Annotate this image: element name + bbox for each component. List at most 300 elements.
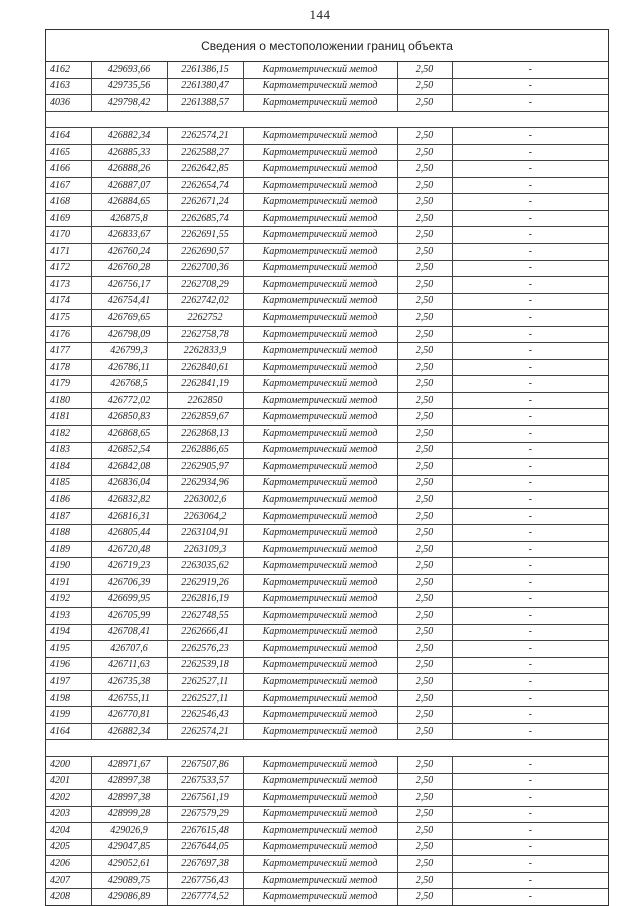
table-row bbox=[46, 756, 608, 773]
x-coordinate-cell: 426719,23 bbox=[91, 558, 167, 575]
accuracy-cell: 2,50 bbox=[397, 839, 452, 856]
accuracy-cell: 2,50 bbox=[397, 690, 452, 707]
method-cell: Картометрический метод bbox=[243, 558, 397, 575]
method-cell: Картометрический метод bbox=[243, 624, 397, 641]
point-number-cell: 4163 bbox=[46, 78, 91, 95]
table-row bbox=[46, 624, 608, 641]
point-number-cell: 4177 bbox=[46, 343, 91, 360]
description-cell: - bbox=[452, 872, 608, 889]
accuracy-cell: 2,50 bbox=[397, 326, 452, 343]
method-cell: Картометрический метод bbox=[243, 426, 397, 443]
y-coordinate-cell: 2267774,52 bbox=[167, 889, 243, 905]
table-row bbox=[46, 872, 608, 889]
x-coordinate-cell: 426755,11 bbox=[91, 690, 167, 707]
table-row bbox=[46, 78, 608, 95]
accuracy-cell: 2,50 bbox=[397, 144, 452, 161]
y-coordinate-cell: 2262905,97 bbox=[167, 459, 243, 476]
table-row bbox=[46, 293, 608, 310]
method-cell: Картометрический метод bbox=[243, 144, 397, 161]
table-row bbox=[46, 161, 608, 178]
accuracy-cell: 2,50 bbox=[397, 194, 452, 211]
table-row bbox=[46, 343, 608, 360]
table-row bbox=[46, 508, 608, 525]
point-number-cell: 4178 bbox=[46, 359, 91, 376]
y-coordinate-cell: 2262708,29 bbox=[167, 277, 243, 294]
table-row bbox=[46, 459, 608, 476]
y-coordinate-cell: 2262859,67 bbox=[167, 409, 243, 426]
accuracy-cell: 2,50 bbox=[397, 62, 452, 78]
accuracy-cell: 2,50 bbox=[397, 806, 452, 823]
group-separator-row bbox=[46, 740, 608, 757]
method-cell: Картометрический метод bbox=[243, 608, 397, 625]
description-cell: - bbox=[452, 392, 608, 409]
accuracy-cell: 2,50 bbox=[397, 409, 452, 426]
y-coordinate-cell: 2262700,36 bbox=[167, 260, 243, 277]
description-cell: - bbox=[452, 161, 608, 178]
method-cell: Картометрический метод bbox=[243, 823, 397, 840]
method-cell: Картометрический метод bbox=[243, 690, 397, 707]
description-cell: - bbox=[452, 343, 608, 360]
y-coordinate-cell: 2262576,23 bbox=[167, 641, 243, 658]
accuracy-cell: 2,50 bbox=[397, 508, 452, 525]
x-coordinate-cell: 426760,28 bbox=[91, 260, 167, 277]
page-number: 144 bbox=[309, 7, 331, 22]
description-cell: - bbox=[452, 608, 608, 625]
method-cell: Картометрический метод bbox=[243, 459, 397, 476]
accuracy-cell: 2,50 bbox=[397, 790, 452, 807]
accuracy-cell: 2,50 bbox=[397, 244, 452, 261]
point-number-cell: 4182 bbox=[46, 426, 91, 443]
x-coordinate-cell: 426884,65 bbox=[91, 194, 167, 211]
y-coordinate-cell: 2262748,55 bbox=[167, 608, 243, 625]
x-coordinate-cell: 426832,82 bbox=[91, 492, 167, 509]
table-row bbox=[46, 277, 608, 294]
method-cell: Картометрический метод bbox=[243, 541, 397, 558]
x-coordinate-cell: 429052,61 bbox=[91, 856, 167, 873]
y-coordinate-cell: 2262868,13 bbox=[167, 426, 243, 443]
method-cell: Картометрический метод bbox=[243, 409, 397, 426]
point-number-cell: 4170 bbox=[46, 227, 91, 244]
method-cell: Картометрический метод bbox=[243, 492, 397, 509]
table-row bbox=[46, 244, 608, 261]
x-coordinate-cell: 426786,11 bbox=[91, 359, 167, 376]
method-cell: Картометрический метод bbox=[243, 310, 397, 327]
method-cell: Картометрический метод bbox=[243, 723, 397, 740]
table-row bbox=[46, 558, 608, 575]
y-coordinate-cell: 2262919,26 bbox=[167, 574, 243, 591]
point-number-cell: 4175 bbox=[46, 310, 91, 327]
accuracy-cell: 2,50 bbox=[397, 756, 452, 773]
point-number-cell: 4167 bbox=[46, 177, 91, 194]
point-number-cell: 4204 bbox=[46, 823, 91, 840]
description-cell: - bbox=[452, 210, 608, 227]
x-coordinate-cell: 426882,34 bbox=[91, 723, 167, 740]
group-separator-row bbox=[46, 111, 608, 128]
y-coordinate-cell: 2262758,78 bbox=[167, 326, 243, 343]
table-row bbox=[46, 574, 608, 591]
accuracy-cell: 2,50 bbox=[397, 823, 452, 840]
description-cell: - bbox=[452, 459, 608, 476]
point-number-cell: 4190 bbox=[46, 558, 91, 575]
point-number-cell: 4197 bbox=[46, 674, 91, 691]
point-number-cell: 4184 bbox=[46, 459, 91, 476]
table-row bbox=[46, 392, 608, 409]
y-coordinate-cell: 2262671,24 bbox=[167, 194, 243, 211]
point-number-cell: 4185 bbox=[46, 475, 91, 492]
description-cell: - bbox=[452, 194, 608, 211]
x-coordinate-cell: 426836,04 bbox=[91, 475, 167, 492]
x-coordinate-cell: 426882,34 bbox=[91, 128, 167, 145]
point-number-cell: 4206 bbox=[46, 856, 91, 873]
table-row bbox=[46, 525, 608, 542]
sheet-title: Сведения о местоположении границ объекта bbox=[46, 29, 608, 62]
y-coordinate-cell: 2262934,96 bbox=[167, 475, 243, 492]
method-cell: Картометрический метод bbox=[243, 442, 397, 459]
description-cell: - bbox=[452, 674, 608, 691]
point-number-cell: 4188 bbox=[46, 525, 91, 542]
accuracy-cell: 2,50 bbox=[397, 624, 452, 641]
y-coordinate-cell: 2262691,55 bbox=[167, 227, 243, 244]
method-cell: Картометрический метод bbox=[243, 343, 397, 360]
accuracy-cell: 2,50 bbox=[397, 541, 452, 558]
accuracy-cell: 2,50 bbox=[397, 641, 452, 658]
table-row bbox=[46, 707, 608, 724]
accuracy-cell: 2,50 bbox=[397, 210, 452, 227]
y-coordinate-cell: 2267615,48 bbox=[167, 823, 243, 840]
method-cell: Картометрический метод bbox=[243, 525, 397, 542]
description-cell: - bbox=[452, 376, 608, 393]
x-coordinate-cell: 428971,67 bbox=[91, 756, 167, 773]
point-number-cell: 4181 bbox=[46, 409, 91, 426]
method-cell: Картометрический метод bbox=[243, 376, 397, 393]
group-separator-cell bbox=[46, 111, 608, 128]
x-coordinate-cell: 426735,38 bbox=[91, 674, 167, 691]
accuracy-cell: 2,50 bbox=[397, 161, 452, 178]
x-coordinate-cell: 429026,9 bbox=[91, 823, 167, 840]
point-number-cell: 4036 bbox=[46, 95, 91, 112]
y-coordinate-cell: 2262574,21 bbox=[167, 723, 243, 740]
method-cell: Картометрический метод bbox=[243, 872, 397, 889]
accuracy-cell: 2,50 bbox=[397, 525, 452, 542]
y-coordinate-cell: 2267579,29 bbox=[167, 806, 243, 823]
description-cell: - bbox=[452, 723, 608, 740]
point-number-cell: 4176 bbox=[46, 326, 91, 343]
description-cell: - bbox=[528, 891, 532, 903]
y-coordinate-cell: 2262588,27 bbox=[167, 144, 243, 161]
coordinates-sheet bbox=[45, 29, 609, 906]
description-cell: - bbox=[452, 128, 608, 145]
y-coordinate-cell: 2267533,57 bbox=[167, 773, 243, 790]
method-cell: Картометрический метод bbox=[243, 62, 397, 78]
method-cell: Картометрический метод bbox=[243, 277, 397, 294]
x-coordinate-cell: 426816,31 bbox=[91, 508, 167, 525]
y-coordinate-cell: 2262642,85 bbox=[167, 161, 243, 178]
y-coordinate-cell: 2262840,61 bbox=[167, 359, 243, 376]
table-row bbox=[46, 773, 608, 790]
accuracy-cell: 2,50 bbox=[397, 707, 452, 724]
accuracy-cell: 2,50 bbox=[397, 459, 452, 476]
y-coordinate-cell: 2262654,74 bbox=[167, 177, 243, 194]
method-cell: Картометрический метод bbox=[243, 574, 397, 591]
description-cell: - bbox=[452, 95, 608, 112]
point-number-cell: 4192 bbox=[46, 591, 91, 608]
y-coordinate-cell: 2267507,86 bbox=[167, 756, 243, 773]
method-cell: Картометрический метод bbox=[243, 359, 397, 376]
table-row bbox=[46, 260, 608, 277]
accuracy-cell: 2,50 bbox=[397, 310, 452, 327]
description-cell: - bbox=[452, 177, 608, 194]
y-coordinate-cell: 2263104,91 bbox=[167, 525, 243, 542]
method-cell: Картометрический метод bbox=[243, 674, 397, 691]
x-coordinate-cell: 426875,8 bbox=[91, 210, 167, 227]
point-number-cell: 4169 bbox=[46, 210, 91, 227]
description-cell: - bbox=[452, 790, 608, 807]
accuracy-cell: 2,50 bbox=[397, 260, 452, 277]
method-cell: Картометрический метод bbox=[243, 161, 397, 178]
method-cell: Картометрический метод bbox=[243, 707, 397, 724]
y-coordinate-cell: 2263035,62 bbox=[167, 558, 243, 575]
point-number-cell: 4202 bbox=[46, 790, 91, 807]
coordinates-table-body bbox=[46, 62, 608, 905]
table-row bbox=[46, 62, 608, 78]
y-coordinate-cell: 2262527,11 bbox=[167, 690, 243, 707]
table-row bbox=[46, 227, 608, 244]
description-cell: - bbox=[452, 62, 608, 78]
description-cell: - bbox=[452, 641, 608, 658]
point-number-cell: 4194 bbox=[46, 624, 91, 641]
table-row bbox=[46, 409, 608, 426]
point-number-cell: 4166 bbox=[46, 161, 91, 178]
table-row bbox=[46, 128, 608, 145]
y-coordinate-cell: 2261388,57 bbox=[167, 95, 243, 112]
table-row bbox=[46, 541, 608, 558]
x-coordinate-cell: 426772,02 bbox=[91, 392, 167, 409]
accuracy-cell: 2,50 bbox=[397, 442, 452, 459]
description-cell: - bbox=[452, 773, 608, 790]
accuracy-cell: 2,50 bbox=[397, 591, 452, 608]
point-number-cell: 4205 bbox=[46, 839, 91, 856]
point-number-cell: 4207 bbox=[46, 872, 91, 889]
table-row bbox=[46, 723, 608, 740]
x-coordinate-cell: 428999,28 bbox=[91, 806, 167, 823]
y-coordinate-cell: 2263109,3 bbox=[167, 541, 243, 558]
y-coordinate-cell: 2262527,11 bbox=[167, 674, 243, 691]
method-cell: Картометрический метод bbox=[243, 293, 397, 310]
table-row bbox=[46, 823, 608, 840]
x-coordinate-cell: 426805,44 bbox=[91, 525, 167, 542]
accuracy-cell: 2,50 bbox=[397, 177, 452, 194]
accuracy-cell: 2,50 bbox=[397, 293, 452, 310]
description-cell: - bbox=[452, 310, 608, 327]
y-coordinate-cell: 2262742,02 bbox=[167, 293, 243, 310]
method-cell: Картометрический метод bbox=[243, 790, 397, 807]
table-row bbox=[46, 95, 608, 112]
point-number-cell: 4186 bbox=[46, 492, 91, 509]
point-number-cell: 4165 bbox=[46, 144, 91, 161]
x-coordinate-cell: 426833,67 bbox=[91, 227, 167, 244]
point-number-cell: 4162 bbox=[46, 62, 91, 78]
description-cell: - bbox=[452, 558, 608, 575]
description-cell: - bbox=[452, 525, 608, 542]
y-coordinate-cell: 2267561,19 bbox=[167, 790, 243, 807]
x-coordinate-cell: 426842,08 bbox=[91, 459, 167, 476]
table-row bbox=[46, 442, 608, 459]
accuracy-cell: 2,50 bbox=[397, 558, 452, 575]
table-row bbox=[46, 657, 608, 674]
point-number-cell: 4172 bbox=[46, 260, 91, 277]
x-coordinate-cell: 426770,81 bbox=[91, 707, 167, 724]
method-cell: Картометрический метод bbox=[243, 773, 397, 790]
group-separator-cell bbox=[46, 740, 608, 757]
description-cell: - bbox=[452, 260, 608, 277]
method-cell: Картометрический метод bbox=[243, 591, 397, 608]
description-cell: - bbox=[452, 293, 608, 310]
point-number-cell: 4200 bbox=[46, 756, 91, 773]
point-number-cell: 4189 bbox=[46, 541, 91, 558]
accuracy-cell: 2,50 bbox=[397, 359, 452, 376]
coordinates-table bbox=[46, 62, 608, 905]
description-cell: - bbox=[452, 277, 608, 294]
accuracy-cell: 2,50 bbox=[397, 227, 452, 244]
accuracy-cell: 2,50 bbox=[397, 492, 452, 509]
table-row bbox=[46, 591, 608, 608]
table-row bbox=[46, 177, 608, 194]
point-number-cell: 4195 bbox=[46, 641, 91, 658]
table-row bbox=[46, 475, 608, 492]
accuracy-cell: 2,50 bbox=[397, 128, 452, 145]
description-cell: - bbox=[452, 856, 608, 873]
x-coordinate-cell: 426769,65 bbox=[91, 310, 167, 327]
point-number-cell: 4198 bbox=[46, 690, 91, 707]
point-number-cell: 4183 bbox=[46, 442, 91, 459]
accuracy-cell: 2,50 bbox=[397, 674, 452, 691]
point-number-cell: 4171 bbox=[46, 244, 91, 261]
accuracy-cell: 2,50 bbox=[397, 574, 452, 591]
x-coordinate-cell: 429735,56 bbox=[91, 78, 167, 95]
y-coordinate-cell: 2262833,9 bbox=[167, 343, 243, 360]
accuracy-cell: 2,50 bbox=[397, 392, 452, 409]
method-cell: Картометрический метод bbox=[243, 392, 397, 409]
table-row bbox=[46, 194, 608, 211]
description-cell: - bbox=[452, 227, 608, 244]
x-coordinate-cell: 429047,85 bbox=[91, 839, 167, 856]
method-cell: Картометрический метод bbox=[243, 244, 397, 261]
x-coordinate-cell: 426706,39 bbox=[91, 574, 167, 591]
table-row bbox=[46, 326, 608, 343]
y-coordinate-cell: 2263064,2 bbox=[167, 508, 243, 525]
y-coordinate-cell: 2262666,41 bbox=[167, 624, 243, 641]
point-number-cell: 4191 bbox=[46, 574, 91, 591]
accuracy-cell: 2,50 bbox=[397, 723, 452, 740]
table-row bbox=[46, 690, 608, 707]
y-coordinate-cell: 2262752 bbox=[167, 310, 243, 327]
x-coordinate-cell: 428997,38 bbox=[91, 790, 167, 807]
y-coordinate-cell: 2262685,74 bbox=[167, 210, 243, 227]
x-coordinate-cell: 426711,63 bbox=[91, 657, 167, 674]
description-cell: - bbox=[452, 574, 608, 591]
y-coordinate-cell: 2263002,6 bbox=[167, 492, 243, 509]
x-coordinate-cell: 428997,38 bbox=[91, 773, 167, 790]
point-number-cell: 4164 bbox=[46, 723, 91, 740]
x-coordinate-cell: 426720,48 bbox=[91, 541, 167, 558]
description-cell: - bbox=[452, 442, 608, 459]
method-cell: Картометрический метод bbox=[243, 210, 397, 227]
description-cell: - bbox=[452, 657, 608, 674]
method-cell: Картометрический метод bbox=[243, 657, 397, 674]
description-cell: - bbox=[452, 690, 608, 707]
description-cell: - bbox=[452, 839, 608, 856]
description-cell: - bbox=[452, 756, 608, 773]
table-row bbox=[46, 641, 608, 658]
point-number-cell: 4199 bbox=[46, 707, 91, 724]
table-row bbox=[46, 608, 608, 625]
x-coordinate-cell: 426887,07 bbox=[91, 177, 167, 194]
y-coordinate-cell: 2262690,57 bbox=[167, 244, 243, 261]
point-number-cell: 4168 bbox=[46, 194, 91, 211]
table-row bbox=[46, 359, 608, 376]
description-cell: - bbox=[452, 823, 608, 840]
table-row bbox=[46, 144, 608, 161]
table-row bbox=[46, 492, 608, 509]
point-number-cell: 4179 bbox=[46, 376, 91, 393]
y-coordinate-cell: 2262850 bbox=[167, 392, 243, 409]
y-coordinate-cell: 2262539,18 bbox=[167, 657, 243, 674]
description-cell: - bbox=[452, 508, 608, 525]
point-number-cell: 4180 bbox=[46, 392, 91, 409]
table-row bbox=[46, 889, 608, 905]
description-cell: - bbox=[452, 244, 608, 261]
point-number-cell: 4201 bbox=[46, 773, 91, 790]
x-coordinate-cell: 429086,89 bbox=[91, 889, 167, 905]
method-cell: Картометрический метод bbox=[243, 227, 397, 244]
description-cell: - bbox=[452, 624, 608, 641]
point-number-cell: 4164 bbox=[46, 128, 91, 145]
description-cell: - bbox=[452, 144, 608, 161]
accuracy-cell: 2,50 bbox=[397, 277, 452, 294]
y-coordinate-cell: 2262546,43 bbox=[167, 707, 243, 724]
method-cell: Картометрический метод bbox=[243, 889, 397, 905]
method-cell: Картометрический метод bbox=[243, 326, 397, 343]
method-cell: Картометрический метод bbox=[243, 806, 397, 823]
accuracy-cell: 2,50 bbox=[397, 78, 452, 95]
y-coordinate-cell: 2262816,19 bbox=[167, 591, 243, 608]
description-cell: - bbox=[452, 78, 608, 95]
accuracy-cell: 2,50 bbox=[397, 773, 452, 790]
accuracy-cell: 2,50 bbox=[397, 889, 452, 905]
point-number-cell: 4174 bbox=[46, 293, 91, 310]
x-coordinate-cell: 426850,83 bbox=[91, 409, 167, 426]
description-cell: - bbox=[452, 359, 608, 376]
method-cell: Картометрический метод bbox=[243, 260, 397, 277]
description-cell: - bbox=[452, 475, 608, 492]
point-number-cell: 4196 bbox=[46, 657, 91, 674]
x-coordinate-cell: 429693,66 bbox=[91, 62, 167, 78]
y-coordinate-cell: 2261386,15 bbox=[167, 62, 243, 78]
accuracy-cell: 2,50 bbox=[397, 95, 452, 112]
x-coordinate-cell: 426888,26 bbox=[91, 161, 167, 178]
point-number-cell: 4203 bbox=[46, 806, 91, 823]
x-coordinate-cell: 429089,75 bbox=[91, 872, 167, 889]
method-cell: Картометрический метод bbox=[243, 128, 397, 145]
accuracy-cell: 2,50 bbox=[397, 426, 452, 443]
table-row bbox=[46, 790, 608, 807]
description-cell: - bbox=[452, 541, 608, 558]
x-coordinate-cell: 426699,95 bbox=[91, 591, 167, 608]
accuracy-cell: 2,50 bbox=[397, 856, 452, 873]
accuracy-cell: 2,50 bbox=[397, 376, 452, 393]
table-row bbox=[46, 426, 608, 443]
y-coordinate-cell: 2267697,38 bbox=[167, 856, 243, 873]
